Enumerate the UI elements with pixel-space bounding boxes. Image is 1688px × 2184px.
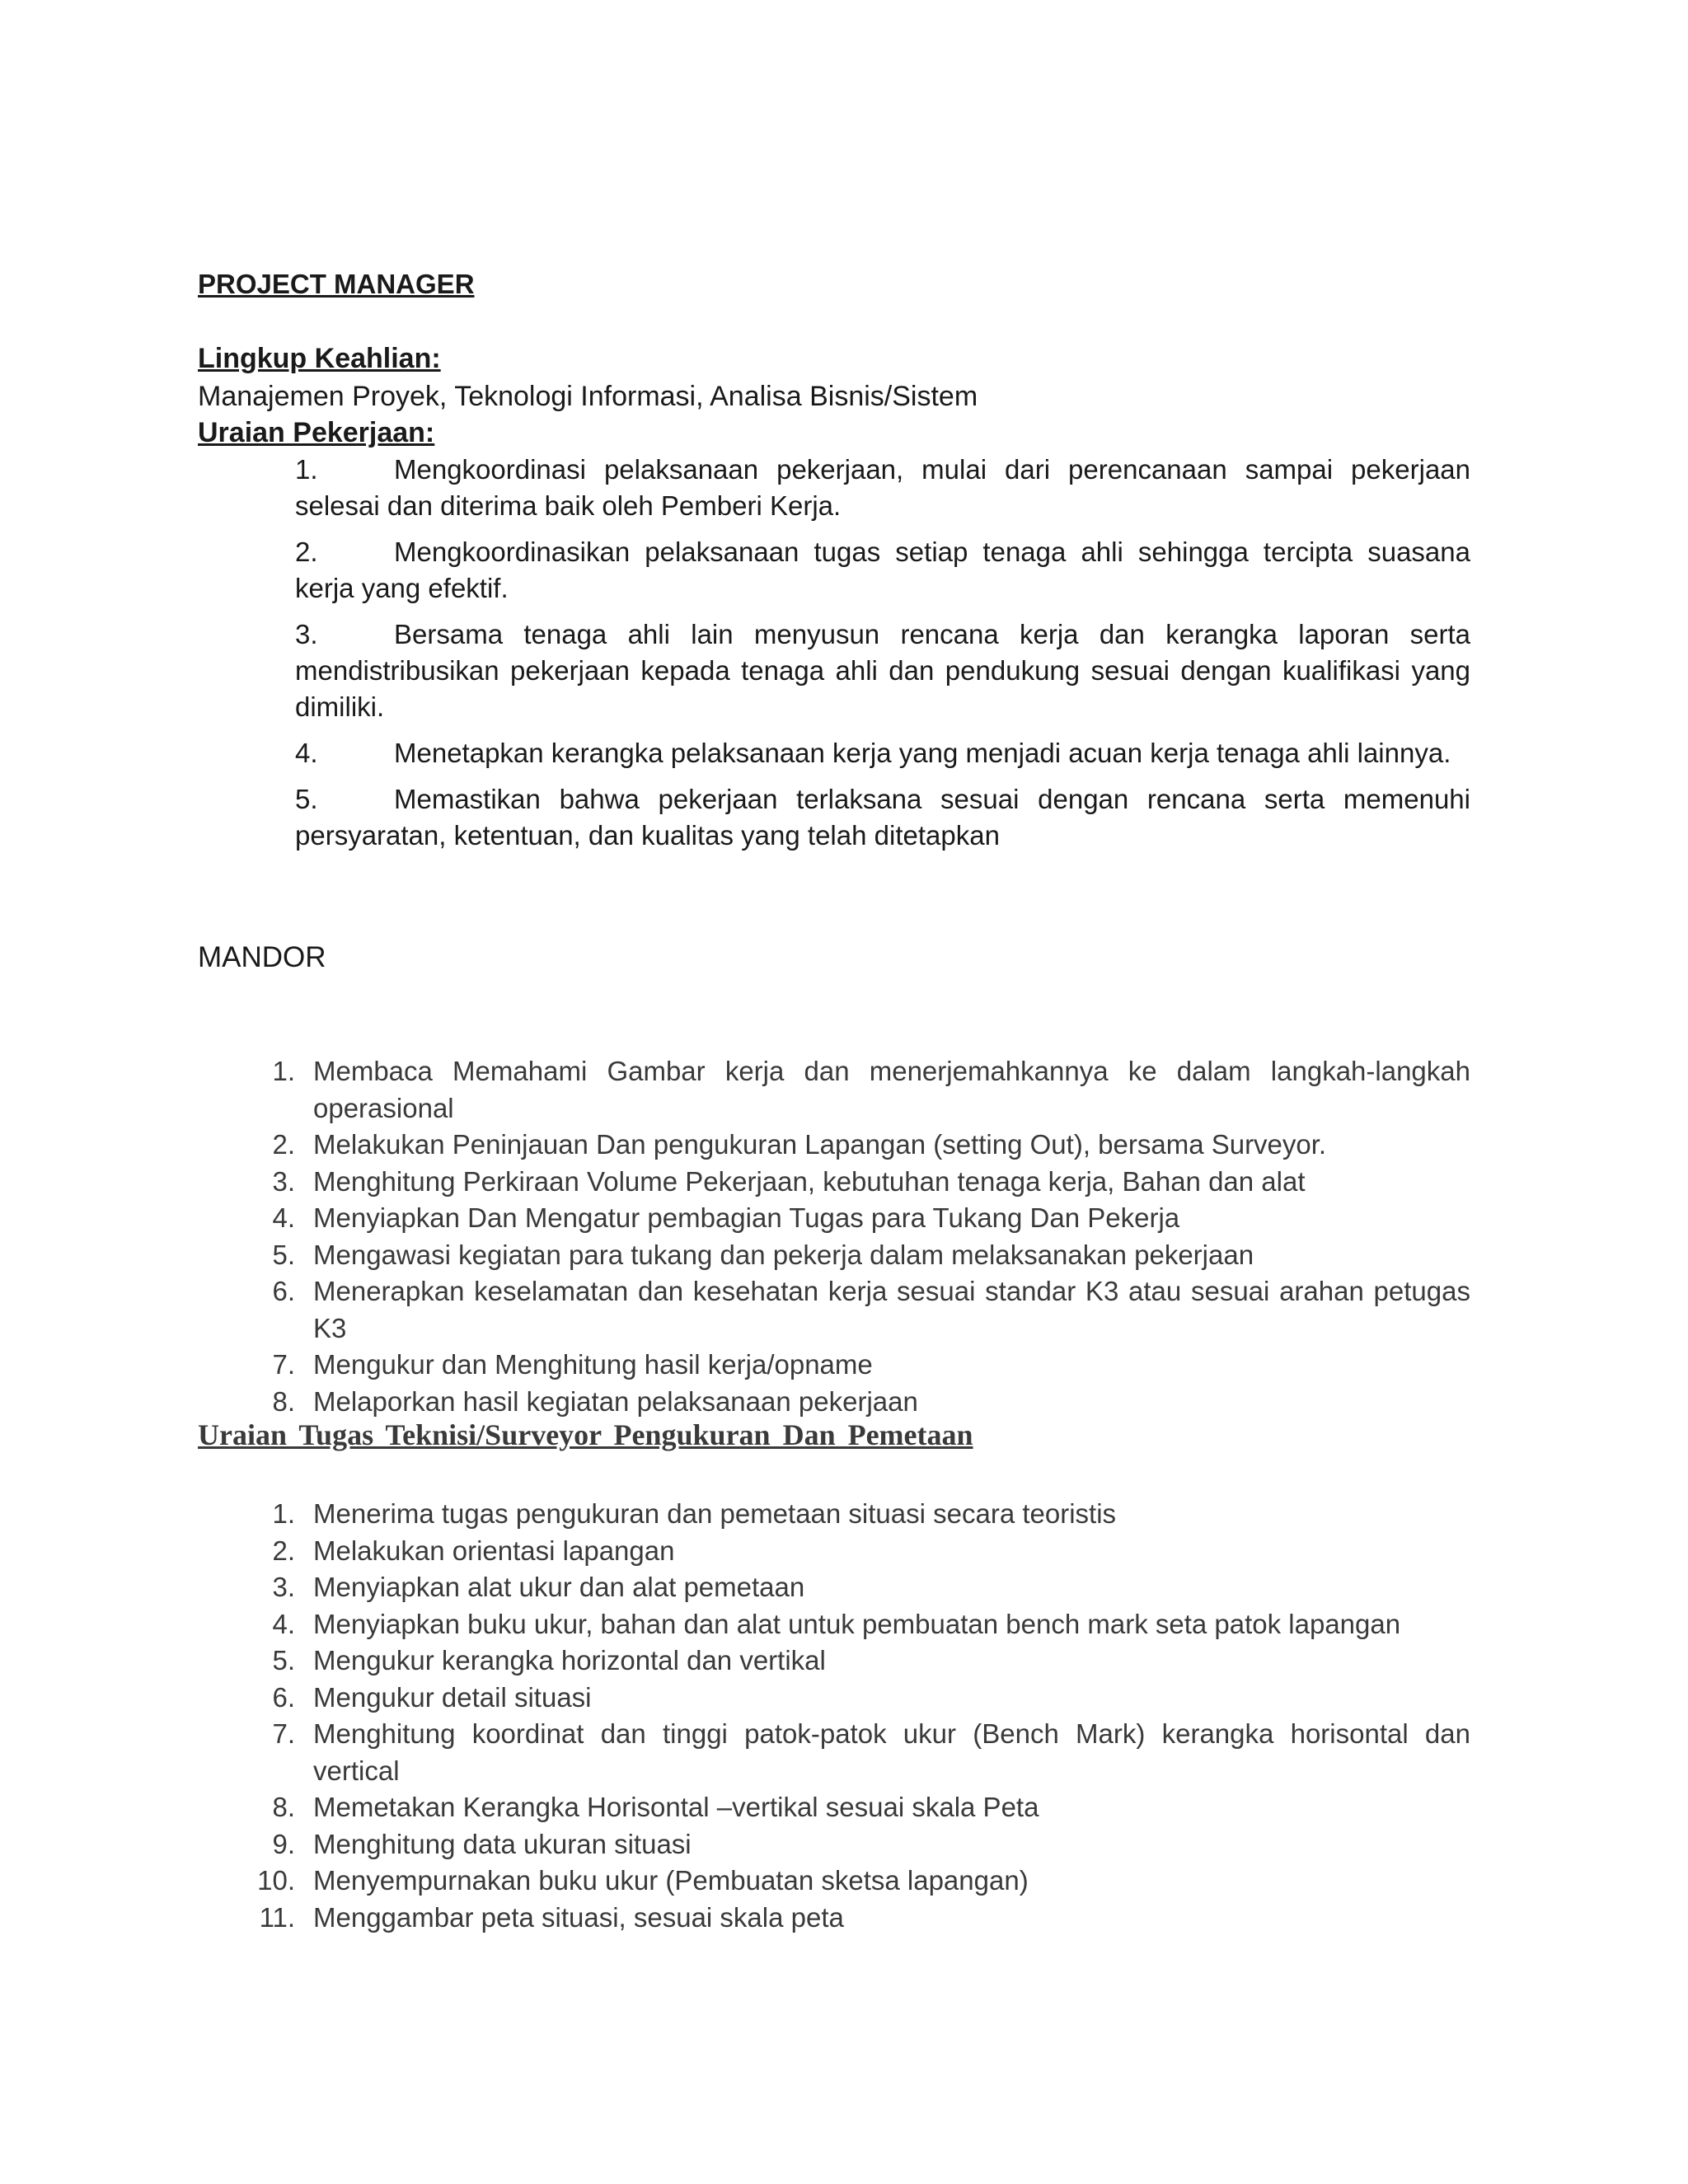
list-item-text: Menyempurnakan buku ukur (Pembuatan sketsa lapangan) [313, 1865, 1029, 1896]
surveyor-task-list [198, 1496, 1470, 1936]
project-manager-title: PROJECT MANAGER [198, 269, 475, 299]
list-item [198, 1164, 1470, 1201]
list-item [198, 1273, 1470, 1347]
list-item-text: Melakukan orientasi lapangan [313, 1535, 675, 1566]
list-item-text: Membaca Memahami Gambar kerja dan menerjemahkannya ke dalam langkah-langkah operasional [313, 1056, 1470, 1123]
list-item-number: 1. [295, 454, 318, 485]
list-item [198, 1127, 1470, 1164]
list-item-number: 11. [259, 1901, 295, 1933]
list-item [295, 452, 1470, 524]
list-item-number: 1. [272, 1498, 295, 1529]
list-item-number: 4. [295, 738, 318, 768]
list-item-number: 8. [272, 1385, 295, 1417]
list-item [198, 1606, 1470, 1643]
list-item [198, 1680, 1470, 1717]
lingkup-keahlian-label: Lingkup Keahlian: [198, 343, 441, 374]
list-item-number: 5. [272, 1645, 295, 1675]
list-item [198, 1384, 1470, 1421]
list-item-number: 10. [257, 1865, 295, 1896]
list-item [295, 735, 1470, 771]
list-item-number: 2. [272, 1535, 295, 1566]
list-item-text: Menyiapkan buku ukur, bahan dan alat untuk pembuatan bench mark seta patok lapangan [313, 1608, 1401, 1639]
list-item [198, 1643, 1470, 1680]
mandor-task-list [198, 1053, 1470, 1420]
list-item-text: Menyiapkan alat ukur dan alat pemetaan [313, 1572, 805, 1602]
uraian-pekerjaan-label: Uraian Pekerjaan: [198, 417, 435, 448]
list-item [198, 1863, 1470, 1900]
list-item-text: Mengukur dan Menghitung hasil kerja/opname [313, 1349, 873, 1380]
list-item-text: Memetakan Kerangka Horisontal –vertikal sesuai skala Peta [313, 1792, 1039, 1822]
list-item [198, 1200, 1470, 1237]
list-item-number: 8. [272, 1792, 295, 1822]
list-item [198, 1716, 1470, 1789]
list-item-number: 3. [295, 619, 318, 649]
list-item-number: 2. [295, 537, 318, 567]
list-item-number: 4. [272, 1608, 295, 1639]
list-item-text: Memastikan bahwa pekerjaan terlaksana sesuai dengan rencana serta memenuhi persyaratan, ketentuan, dan kualitas yang telah ditetapkan [295, 784, 1470, 851]
list-item-number: 7. [272, 1718, 295, 1749]
list-item-number: 5. [295, 784, 318, 814]
list-item-number: 1. [272, 1056, 295, 1086]
list-item-text: Menghitung koordinat dan tinggi patok-patok ukur (Bench Mark) kerangka horisontal dan vertical [313, 1718, 1470, 1786]
list-item [295, 781, 1470, 854]
list-item [295, 534, 1470, 607]
list-item-number: 9. [272, 1828, 295, 1859]
list-item-number: 3. [272, 1572, 295, 1602]
list-item-text: Mengkoordinasi pelaksanaan pekerjaan, mulai dari perencanaan sampai pekerjaan selesai dan diterima baik oleh Pemberi Kerja. [295, 454, 1470, 521]
list-item [198, 1826, 1470, 1863]
list-item-text: Mengawasi kegiatan para tukang dan pekerja dalam melaksanakan pekerjaan [313, 1239, 1254, 1270]
list-item-text: Menghitung data ukuran situasi [313, 1828, 692, 1859]
list-item-text: Menggambar peta situasi, sesuai skala peta [313, 1901, 844, 1933]
list-item-text: Bersama tenaga ahli lain menyusun rencana kerja dan kerangka laporan serta mendistribusikan pekerjaan kepada tenaga ahli dan pendukung sesuai dengan kualifikasi yang dimiliki. [295, 619, 1470, 722]
list-item-text: Menetapkan kerangka pelaksanaan kerja yang menjadi acuan kerja tenaga ahli lainnya. [394, 738, 1451, 768]
surveyor-section-title: Uraian Tugas Teknisi/Surveyor Pengukuran Dan Pemetaan [198, 1418, 973, 1451]
list-item [198, 1347, 1470, 1384]
list-item-text: Melaporkan hasil kegiatan pelaksanaan pekerjaan [313, 1385, 918, 1417]
list-item-number: 2. [272, 1129, 295, 1160]
project-manager-task-list [295, 452, 1470, 864]
list-item-text: Mengkoordinasikan pelaksanaan tugas setiap tenaga ahli sehingga tercipta suasana kerja yang efektif. [295, 537, 1470, 603]
list-item-text: Menerapkan keselamatan dan kesehatan kerja sesuai standar K3 atau sesuai arahan petugas K3 [313, 1276, 1470, 1343]
list-item-number: 5. [272, 1239, 295, 1270]
list-item-text: Menyiapkan Dan Mengatur pembagian Tugas para Tukang Dan Pekerja [313, 1202, 1180, 1233]
list-item [198, 1237, 1470, 1274]
list-item [198, 1569, 1470, 1606]
mandor-title: MANDOR [198, 941, 326, 973]
list-item-text: Mengukur detail situasi [313, 1681, 592, 1713]
lingkup-keahlian-value: Manajemen Proyek, Teknologi Informasi, Analisa Bisnis/Sistem [198, 381, 978, 412]
list-item [198, 1496, 1470, 1533]
list-item-text: Menerima tugas pengukuran dan pemetaan situasi secara teoristis [313, 1498, 1117, 1529]
list-item [295, 616, 1470, 725]
list-item-text: Menghitung Perkiraan Volume Pekerjaan, kebutuhan tenaga kerja, Bahan dan alat [313, 1165, 1306, 1197]
list-item [198, 1789, 1470, 1826]
list-item [198, 1533, 1470, 1570]
list-item-text: Mengukur kerangka horizontal dan vertikal [313, 1645, 826, 1675]
list-item [198, 1053, 1470, 1127]
list-item-number: 4. [272, 1202, 295, 1233]
list-item-text: Melakukan Peninjauan Dan pengukuran Lapangan (setting Out), bersama Surveyor. [313, 1129, 1327, 1160]
list-item-number: 6. [272, 1276, 295, 1306]
list-item-number: 3. [272, 1165, 295, 1197]
list-item-number: 7. [272, 1349, 295, 1380]
list-item [198, 1900, 1470, 1937]
list-item-number: 6. [272, 1681, 295, 1713]
